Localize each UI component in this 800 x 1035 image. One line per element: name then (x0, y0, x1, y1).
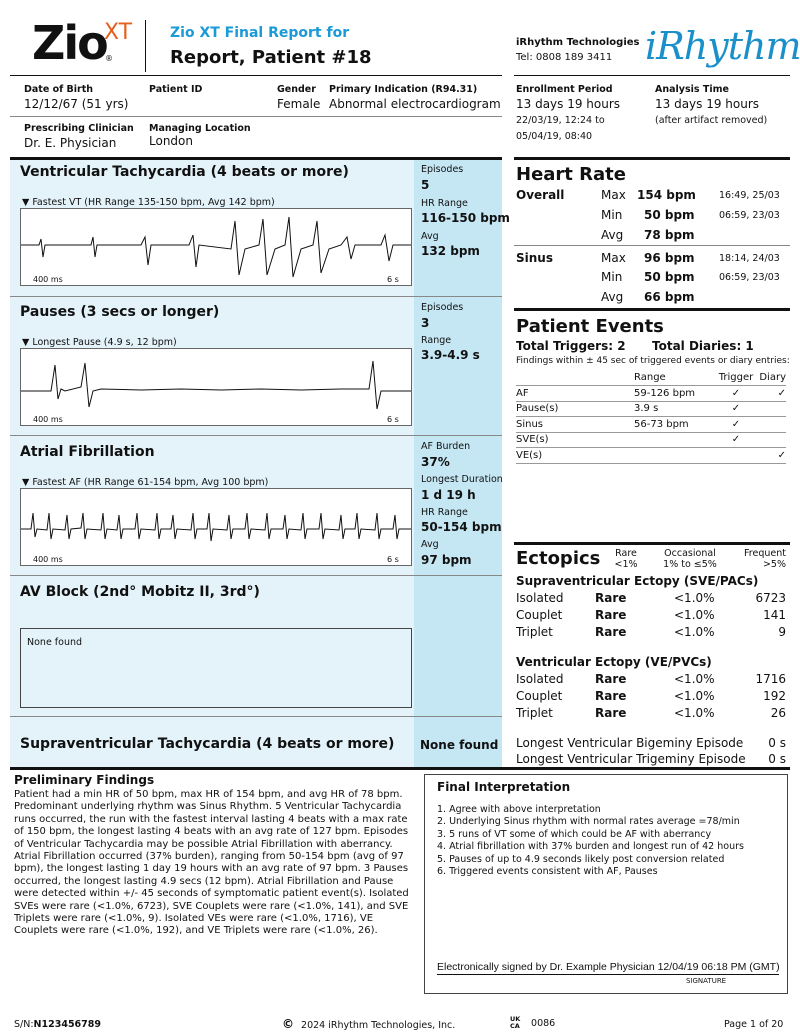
copyright (282, 1017, 455, 1031)
event-name: AF (516, 386, 634, 402)
location-label: Managing Location (149, 123, 251, 134)
list-item: 2. Underlying Sinus rhythm with normal rates average =78/min (437, 816, 740, 828)
event-range: 3.9 s (634, 401, 716, 417)
ectopics-rare-header (604, 548, 648, 570)
ectopics-title: Ectopics (516, 548, 601, 569)
indication-label: Primary Indication (R94.31) (329, 84, 478, 95)
list-item: 5. Pauses of up to 4.9 seconds likely post conversion related (437, 853, 725, 865)
ve-count: 26 (770, 706, 786, 720)
signature-label: SIGNATURE (686, 977, 727, 985)
event-trigger-check-icon: ✓ (716, 401, 756, 417)
ve-level: Rare (595, 672, 627, 686)
ve-name: Triplet (516, 706, 553, 720)
hr-sinus-max-label: Max (601, 251, 626, 265)
hr-sinus-min-label: Min (601, 270, 623, 284)
event-trigger-check-icon: ✓ (716, 432, 756, 448)
vt-ecg-line (21, 217, 412, 277)
enrollment-from: 22/03/19, 12:24 to (516, 115, 605, 126)
hr-overall-max-label: Max (601, 188, 626, 202)
company-tel: Tel: 0808 189 3411 (516, 52, 613, 63)
ectopics-frequent-header (730, 548, 786, 570)
sve-level: Rare (595, 591, 627, 605)
svt-none-text: None found (420, 738, 499, 752)
pause-range-value: 3.9-4.9 s (421, 348, 480, 362)
analysis-note: (after artifact removed) (655, 115, 768, 126)
event-diary-check-icon: ✓ (756, 386, 786, 402)
sve-name: Triplet (516, 625, 553, 639)
event-diary-check-icon: ✓ (756, 448, 786, 464)
dob-value: 12/12/67 (51 yrs) (24, 97, 129, 111)
af-range-label: HR Range (421, 507, 468, 518)
findings-title: Preliminary Findings (14, 773, 155, 787)
right-top-thick-rule (514, 157, 790, 160)
event-name: VE(s) (516, 448, 634, 464)
table-row (516, 448, 786, 464)
events-note: Findings within ± 45 sec of triggered events or diary entries: (516, 356, 790, 366)
gender-label: Gender (277, 84, 316, 95)
hr-overall-max-time: 16:49, 25/03 (719, 190, 780, 201)
sve-pct: <1.0% (674, 625, 715, 639)
vt-ecg-strip (20, 208, 412, 286)
pause-ecg-strip (20, 348, 412, 426)
sve-count: 6723 (755, 591, 786, 605)
avb-none-text: None found (27, 637, 83, 648)
af-scale-right: 6 s (387, 555, 399, 564)
events-thick-rule (514, 308, 790, 311)
interpretation-title: Final Interpretation (437, 780, 571, 794)
bigeminy-label: Longest Ventricular Bigeminy Episode (516, 736, 744, 750)
enrollment-value: 13 days 19 hours (516, 97, 621, 111)
af-burden-value: 37% (421, 455, 450, 469)
dob-label: Date of Birth (24, 84, 94, 95)
ve-level: Rare (595, 706, 627, 720)
hr-overall-min-time: 06:59, 23/03 (719, 210, 780, 221)
hr-sinus-avg-label: Avg (601, 290, 624, 304)
company-name: iRhythm Technologies (516, 37, 640, 48)
clinician-label: Prescribing Clinician (24, 123, 134, 134)
table-row (516, 417, 786, 433)
trigeminy-value: 0 s (768, 752, 786, 766)
hr-sinus-min-value: 50 bpm (644, 270, 695, 284)
af-strip-label: ▼ Fastest AF (HR Range 61-154 bpm, Avg 100 bpm) (22, 477, 269, 488)
hr-overall-min-value: 50 bpm (644, 208, 695, 222)
af-range-value: 50-154 bpm (421, 520, 502, 534)
findings-thick-rule (10, 767, 790, 770)
hr-overall-label: Overall (516, 188, 565, 202)
rare-h2: <1% (614, 559, 638, 570)
ukca-number: 0086 (531, 1017, 556, 1029)
zio-logo (32, 18, 142, 68)
events-header-row (516, 370, 786, 386)
hr-divider (514, 245, 790, 246)
sve-title: Supraventricular Ectopy (SVE/PACs) (516, 574, 759, 588)
ve-count: 1716 (755, 672, 786, 686)
pause-scale-right: 6 s (387, 415, 399, 424)
list-item: 4. Atrial fibrillation with 37% burden and longest run of 42 hours (437, 841, 744, 853)
hr-sinus-max-time: 18:14, 24/03 (719, 253, 780, 264)
vt-scale-left: 400 ms (33, 275, 63, 284)
irhythm-logo-text: iRhythm (645, 24, 800, 68)
events-table (516, 370, 786, 464)
analysis-label: Analysis Time (655, 84, 729, 95)
patient-id-label: Patient ID (149, 84, 203, 95)
avb-stats-column (414, 576, 502, 716)
zio-logo-xt: XT (104, 20, 133, 45)
pause-ecg-trace (21, 349, 412, 426)
events-triggers: Total Triggers: 2 (516, 339, 626, 353)
analysis-value: 13 days 19 hours (655, 97, 760, 111)
occasional-h2: 1% to ≤5% (663, 559, 717, 570)
af-burden-label: AF Burden (421, 441, 471, 452)
hr-sinus-min-time: 06:59, 23/03 (719, 272, 780, 283)
events-col-trigger: Trigger (716, 370, 756, 386)
event-trigger-check-icon: ✓ (716, 386, 756, 402)
af-longest-value: 1 d 19 h (421, 488, 476, 502)
signature-rule (437, 974, 779, 975)
event-name: Sinus (516, 417, 634, 433)
ectopics-occasional-header (655, 548, 725, 570)
serial-value: N123456789 (33, 1019, 101, 1030)
event-trigger-check-icon (716, 448, 756, 464)
event-range: 56-73 bpm (634, 417, 716, 433)
report-title-line2: Report, Patient #18 (170, 47, 372, 68)
sve-count: 141 (763, 608, 786, 622)
table-row (516, 401, 786, 417)
hr-sinus-label: Sinus (516, 251, 553, 265)
event-range: 59-126 bpm (634, 386, 716, 402)
pause-episodes-label: Episodes (421, 302, 464, 313)
pause-scale-left: 400 ms (33, 415, 63, 424)
event-diary-check-icon (756, 432, 786, 448)
gender-value: Female (277, 97, 321, 111)
vt-episodes-label: Episodes (421, 164, 464, 175)
sve-rows (516, 590, 786, 641)
ectopics-thick-rule (514, 542, 790, 545)
ve-name: Couplet (516, 689, 563, 703)
ve-title: Ventricular Ectopy (VE/PVCs) (516, 655, 712, 669)
info-top-rule (10, 75, 502, 76)
list-item (516, 624, 786, 641)
bigeminy-value: 0 s (768, 736, 786, 750)
header-divider (145, 20, 146, 72)
location-value: London (149, 134, 193, 148)
list-item: 3. 5 runs of VT some of which could be AF with aberrancy (437, 828, 712, 840)
hr-overall-min-label: Min (601, 208, 623, 222)
af-longest-label: Longest Duration (421, 474, 503, 485)
list-item (516, 590, 786, 607)
sve-level: Rare (595, 625, 627, 639)
af-avg-value: 97 bpm (421, 553, 472, 567)
sve-count: 9 (778, 625, 786, 639)
irhythm-logo (645, 24, 800, 68)
af-title: Atrial Fibrillation (20, 444, 155, 460)
copyright-icon: © (282, 1017, 294, 1031)
vt-avg-value: 132 bpm (421, 244, 480, 258)
events-diaries: Total Diaries: 1 (652, 339, 754, 353)
ukca-mark (510, 1016, 555, 1030)
vt-avg-label: Avg (421, 231, 439, 242)
vt-ecg-trace (21, 209, 412, 286)
hr-title: Heart Rate (516, 164, 626, 185)
interpretation-list (437, 804, 744, 878)
clinician-value: Dr. E. Physician (24, 136, 117, 150)
af-scale-left: 400 ms (33, 555, 63, 564)
registered-mark-icon: ® (105, 54, 113, 63)
vt-title: Ventricular Tachycardia (4 beats or more) (20, 164, 349, 180)
frequent-h1: Frequent (744, 548, 786, 559)
list-item (516, 705, 786, 722)
indication-value: Abnormal electrocardiogram (329, 97, 501, 111)
ve-name: Isolated (516, 672, 564, 686)
af-avg-label: Avg (421, 539, 439, 550)
copyright-text: 2024 iRhythm Technologies, Inc. (301, 1020, 456, 1031)
vt-range-label: HR Range (421, 198, 468, 209)
sve-pct: <1.0% (674, 608, 715, 622)
pause-title: Pauses (3 secs or longer) (20, 304, 220, 320)
avb-title: AV Block (2nd° Mobitz II, 3rd°) (20, 584, 260, 600)
events-col-range: Range (634, 370, 716, 386)
sve-name: Isolated (516, 591, 564, 605)
event-range (634, 432, 716, 448)
list-item (516, 671, 786, 688)
table-row (516, 432, 786, 448)
vt-range-value: 116-150 bpm (421, 211, 510, 225)
ve-rows (516, 671, 786, 722)
occasional-h1: Occasional (664, 548, 716, 559)
rare-h1: Rare (615, 548, 637, 559)
zio-logo-text: Zio (32, 16, 107, 70)
frequent-h2: >5% (762, 559, 786, 570)
ukca-icon: UK CA (510, 1015, 521, 1030)
pause-strip-label: ▼ Longest Pause (4.9 s, 12 bpm) (22, 337, 177, 348)
sve-pct: <1.0% (674, 591, 715, 605)
hr-overall-avg-label: Avg (601, 228, 624, 242)
event-diary-check-icon (756, 401, 786, 417)
enrollment-to: 05/04/19, 08:40 (516, 131, 593, 142)
af-ecg-line (21, 513, 412, 541)
hr-overall-avg-value: 78 bpm (644, 228, 695, 242)
event-diary-check-icon (756, 417, 786, 433)
ve-count: 192 (763, 689, 786, 703)
event-trigger-check-icon: ✓ (716, 417, 756, 433)
enrollment-label: Enrollment Period (516, 84, 613, 95)
report-title-line1: Zio XT Final Report for (170, 25, 350, 41)
page-number: Page 1 of 20 (724, 1019, 784, 1030)
list-item (516, 607, 786, 624)
pause-episodes-value: 3 (421, 316, 430, 330)
hr-sinus-avg-value: 66 bpm (644, 290, 695, 304)
event-name: Pause(s) (516, 401, 634, 417)
pause-ecg-line (21, 361, 412, 409)
events-col-diary: Diary (756, 370, 786, 386)
findings-text: Patient had a min HR of 50 bpm, max HR of 154 bpm, and avg HR of 78 bpm. Predominant underlying rhythm was Sinus Rhythm. 5 Ventricular Tachycardia runs occurred, the run with the fastest interval lasting 4 beats with a max rate of 150 bpm, the longest lasting 4 beats with an avg rate of 127 bpm. Episodes of Ventricular Tachycardia may be possible Atrial Fibrillation with aberrancy. Atrial Fibrillation occurred (37% burden), ranging from 50-154 bpm (avg of 97 bpm), the longest lasting 1 day 19 hours with an avg rate of 97 bpm. 3 Pauses occurred, the longest lasting 4.9 secs (12 bpm). Atrial Fibrillation and Pause were detected within +/- 45 seconds of symptomatic patient event(s). Isolated SVEs were rare (<1.0%, 6723), SVE Couplets were rare (<1.0%, 141), and SVE Triplets were rare (<1.0%, 9). Isolated VEs were rare (<1.0%, 1716), VE Couplets were rare (<1.0%, 192), and VE Triplets were rare (<1.0%, 26). (14, 789, 409, 937)
event-range (634, 448, 716, 464)
svt-title: Supraventricular Tachycardia (4 beats or more) (20, 736, 395, 752)
events-title: Patient Events (516, 316, 664, 337)
list-item (516, 688, 786, 705)
ve-pct: <1.0% (674, 672, 715, 686)
af-ecg-trace (21, 489, 412, 566)
vt-episodes-value: 5 (421, 178, 430, 192)
serial-number (14, 1019, 101, 1030)
sve-level: Rare (595, 608, 627, 622)
ve-pct: <1.0% (674, 689, 715, 703)
serial-label: S/N: (14, 1019, 34, 1030)
ve-pct: <1.0% (674, 706, 715, 720)
trigeminy-label: Longest Ventricular Trigeminy Episode (516, 752, 746, 766)
vt-scale-right: 6 s (387, 275, 399, 284)
table-row (516, 386, 786, 402)
vt-strip-label: ▼ Fastest VT (HR Range 135-150 bpm, Avg 142 bpm) (22, 197, 275, 208)
hr-overall-max-value: 154 bpm (637, 188, 696, 202)
info-top-rule-right (514, 75, 790, 76)
ve-level: Rare (595, 689, 627, 703)
pause-range-label: Range (421, 335, 452, 346)
hr-sinus-max-value: 96 bpm (644, 251, 695, 265)
list-item: 6. Triggered events consistent with AF, Pauses (437, 866, 658, 878)
list-item: 1. Agree with above interpretation (437, 804, 601, 815)
signature-line-text: Electronically signed by Dr. Example Physician 12/04/19 06:18 PM (GMT) (437, 961, 780, 973)
af-ecg-strip (20, 488, 412, 566)
sve-name: Couplet (516, 608, 563, 622)
event-name: SVE(s) (516, 432, 634, 448)
info-mid-rule (10, 116, 502, 117)
